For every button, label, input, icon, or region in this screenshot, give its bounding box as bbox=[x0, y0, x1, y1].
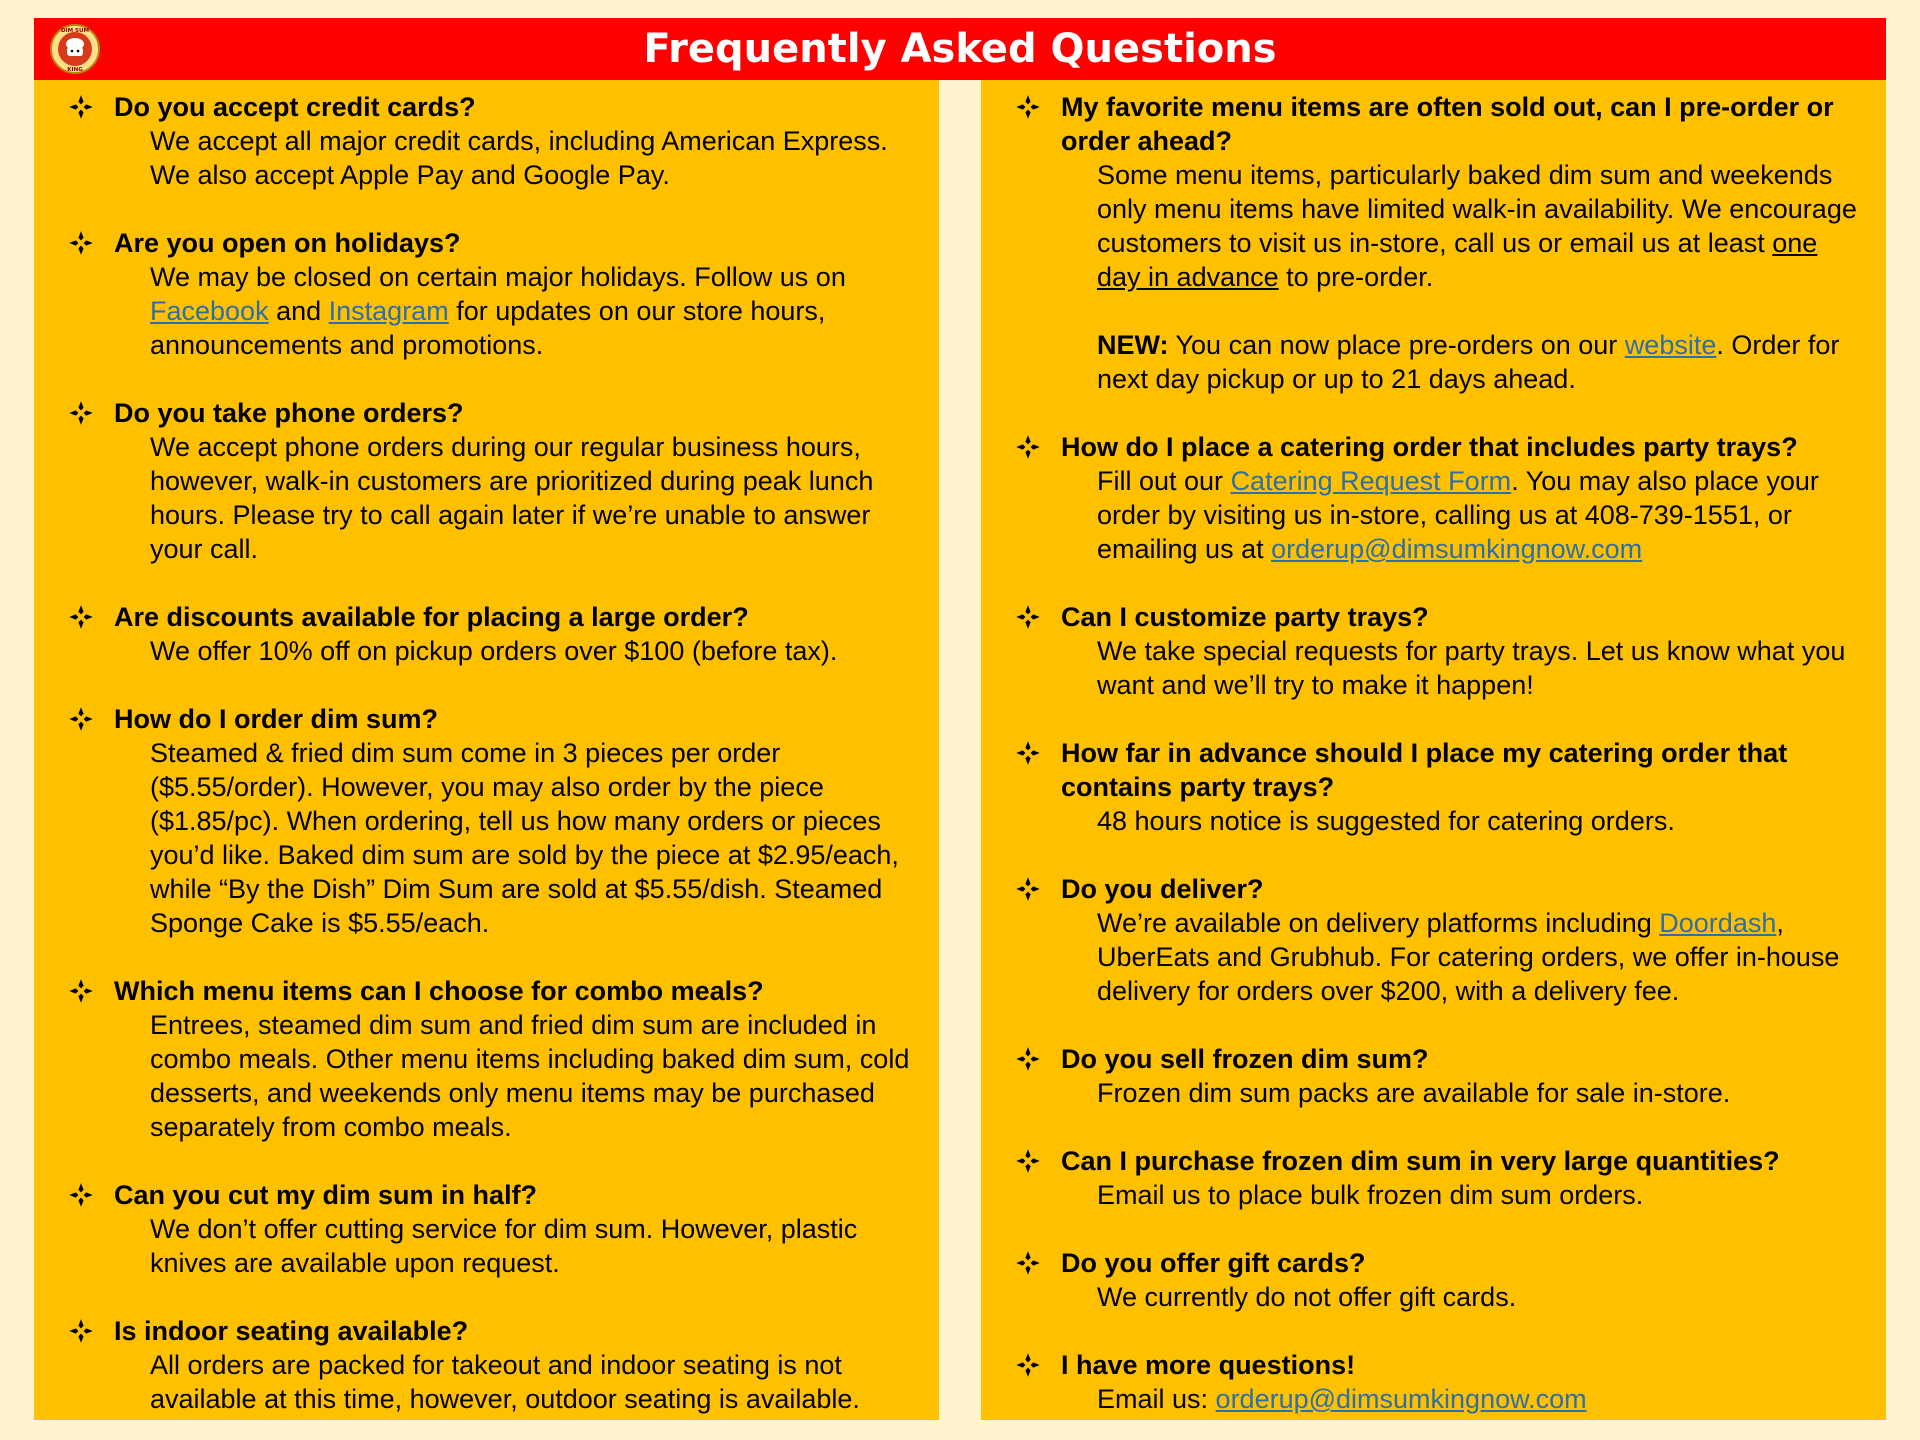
diamond-bullet-icon bbox=[1015, 876, 1041, 902]
faq-question: Are you open on holidays? bbox=[114, 228, 461, 258]
faq-question: How do I place a catering order that includes party trays? bbox=[1061, 432, 1798, 462]
faq-item bbox=[1001, 736, 1866, 838]
faq-header bbox=[34, 18, 1886, 80]
faq-question: My favorite menu items are often sold out, can I pre-order or order ahead? bbox=[1061, 92, 1834, 156]
faq-item bbox=[1001, 1144, 1866, 1212]
facebook-link[interactable]: Facebook bbox=[150, 296, 269, 326]
faq-question: Do you accept credit cards? bbox=[114, 92, 476, 122]
faq-question: Can you cut my dim sum in half? bbox=[114, 1180, 538, 1210]
diamond-bullet-icon bbox=[68, 94, 94, 120]
email-link[interactable]: orderup@dimsumkingnow.com bbox=[1215, 1384, 1587, 1414]
doordash-link[interactable]: Doordash bbox=[1659, 908, 1777, 938]
faq-question: Can I purchase frozen dim sum in very large quantities? bbox=[1061, 1146, 1780, 1176]
faq-item bbox=[54, 1314, 919, 1416]
faq-answer: Email us to place bulk frozen dim sum orders. bbox=[1097, 1180, 1644, 1210]
faq-answer: We accept all major credit cards, including American Express. We also accept Apple Pay and Google Pay. bbox=[150, 126, 888, 190]
website-link[interactable]: website bbox=[1624, 330, 1717, 360]
faq-item bbox=[54, 702, 919, 940]
diamond-bullet-icon bbox=[68, 978, 94, 1004]
diamond-bullet-icon bbox=[1015, 434, 1041, 460]
faq-answer: We may be closed on certain major holidays. Follow us on Facebook and Instagram for updates on our store hours, announcements and promotions. bbox=[150, 262, 846, 360]
faq-answer: Fill out our Catering Request Form. You may also place your order by visiting us in-store, calling us at 408-739-1551, or emailing us at orderup@dimsumkingnow.com bbox=[1097, 466, 1819, 564]
faq-question: Are discounts available for placing a large order? bbox=[114, 602, 749, 632]
diamond-bullet-icon bbox=[68, 1182, 94, 1208]
faq-answer: We’re available on delivery platforms including Doordash, UberEats and Grubhub. For catering orders, we offer in-house delivery for orders over $200, with a delivery fee. bbox=[1097, 908, 1840, 1006]
one-day-in-advance-text: one day in advance bbox=[1097, 228, 1818, 292]
diamond-bullet-icon bbox=[1015, 740, 1041, 766]
catering-request-form-link[interactable]: Catering Request Form bbox=[1230, 466, 1512, 496]
faq-answer: 48 hours notice is suggested for catering orders. bbox=[1097, 806, 1675, 836]
faq-item bbox=[54, 226, 919, 362]
diamond-bullet-icon bbox=[68, 604, 94, 630]
faq-answer: Frozen dim sum packs are available for sale in-store. bbox=[1097, 1078, 1731, 1108]
faq-answer: All orders are packed for takeout and indoor seating is not available at this time, however, outdoor seating is available. bbox=[150, 1350, 860, 1414]
faq-item bbox=[1001, 90, 1866, 396]
diamond-bullet-icon bbox=[68, 706, 94, 732]
faq-answer: We take special requests for party trays. Let us know what you want and we’ll try to make it happen! bbox=[1097, 636, 1846, 700]
faq-answer: Entrees, steamed dim sum and fried dim sum are included in combo meals. Other menu items including baked dim sum, cold desserts, and weekends only menu items may be purchased separately from combo meals. bbox=[150, 1010, 910, 1142]
faq-column-left bbox=[34, 80, 939, 1420]
faq-item bbox=[1001, 872, 1866, 1008]
faq-item bbox=[1001, 1348, 1866, 1416]
faq-item bbox=[54, 1178, 919, 1280]
faq-item bbox=[54, 600, 919, 668]
faq-question: Can I customize party trays? bbox=[1061, 602, 1429, 632]
page-title: Frequently Asked Questions bbox=[643, 26, 1277, 72]
faq-item bbox=[54, 974, 919, 1144]
faq-answer: We don’t offer cutting service for dim sum. However, plastic knives are available upon request. bbox=[150, 1214, 858, 1278]
faq-answer: Some menu items, particularly baked dim sum and weekends only menu items have limited walk-in availability. We encourage customers to visit us in-store, call us or email us at least one day in advance to pre-order. NEW: You can now place pre-orders on our website. Order for next day pickup or up to 21 days ahead. bbox=[1097, 160, 1857, 394]
faq-answer: Steamed & fried dim sum come in 3 pieces per order ($5.55/order). However, you may also order by the piece ($1.85/pc). When ordering, tell us how many orders or pieces you’d like. Baked dim sum are sold by the piece at $2.95/each, while “By the Dish” Dim Sum are sold at $5.55/dish. Steamed Sponge Cake is $5.55/each. bbox=[150, 738, 899, 938]
email-link[interactable]: orderup@dimsumkingnow.com bbox=[1271, 534, 1643, 564]
faq-item bbox=[1001, 1246, 1866, 1314]
new-label: NEW: bbox=[1097, 330, 1169, 360]
diamond-bullet-icon bbox=[1015, 1352, 1041, 1378]
faq-answer: We accept phone orders during our regular business hours, however, walk-in customers are prioritized during peak lunch hours. Please try to call again later if we’re unable to answer your call. bbox=[150, 432, 874, 564]
faq-item bbox=[54, 90, 919, 192]
faq-question: Do you deliver? bbox=[1061, 874, 1264, 904]
faq-answer: Email us: orderup@dimsumkingnow.com bbox=[1097, 1384, 1587, 1414]
faq-item bbox=[1001, 1042, 1866, 1110]
faq-question: How far in advance should I place my catering order that contains party trays? bbox=[1061, 738, 1788, 802]
faq-question: Do you take phone orders? bbox=[114, 398, 464, 428]
diamond-bullet-icon bbox=[1015, 94, 1041, 120]
diamond-bullet-icon bbox=[68, 230, 94, 256]
faq-question: Do you sell frozen dim sum? bbox=[1061, 1044, 1429, 1074]
diamond-bullet-icon bbox=[1015, 1250, 1041, 1276]
diamond-bullet-icon bbox=[1015, 604, 1041, 630]
faq-answer: We currently do not offer gift cards. bbox=[1097, 1282, 1517, 1312]
faq-item bbox=[54, 396, 919, 566]
faq-question: How do I order dim sum? bbox=[114, 704, 439, 734]
logo-text-top: DIM SUM bbox=[61, 28, 89, 34]
diamond-bullet-icon bbox=[68, 400, 94, 426]
faq-question: Which menu items can I choose for combo meals? bbox=[114, 976, 764, 1006]
faq-question: Do you offer gift cards? bbox=[1061, 1248, 1366, 1278]
diamond-bullet-icon bbox=[1015, 1046, 1041, 1072]
diamond-bullet-icon bbox=[1015, 1148, 1041, 1174]
faq-answer: We offer 10% off on pickup orders over $100 (before tax). bbox=[150, 636, 838, 666]
logo-text-bottom: KING bbox=[67, 67, 83, 73]
faq-question: Is indoor seating available? bbox=[114, 1316, 469, 1346]
faq-item bbox=[1001, 600, 1866, 702]
faq-column-right bbox=[981, 80, 1886, 1420]
instagram-link[interactable]: Instagram bbox=[328, 296, 449, 326]
diamond-bullet-icon bbox=[68, 1318, 94, 1344]
faq-question: I have more questions! bbox=[1061, 1350, 1356, 1380]
faq-item bbox=[1001, 430, 1866, 566]
